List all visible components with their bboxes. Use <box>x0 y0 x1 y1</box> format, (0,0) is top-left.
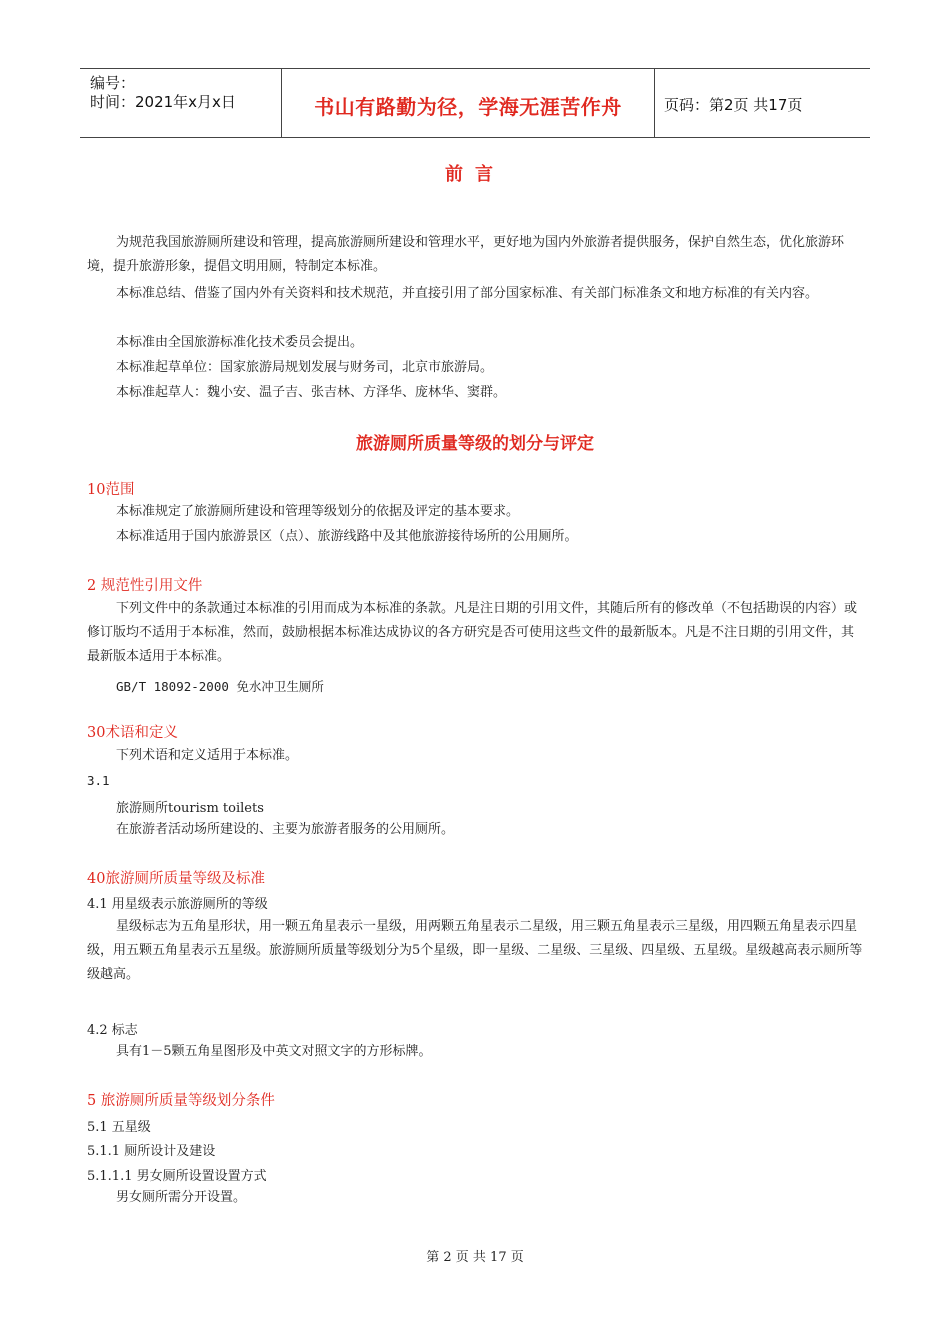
header-page-info: 页码：第2页 共17页 <box>664 96 803 114</box>
section-2-heading: 2 规范性引用文件 <box>87 578 203 594</box>
section-2-paragraph-1: 下列文件中的条款通过本标准的引用而成为本标准的条款。凡是注日期的引用文件，其随后所有的修改单（不包括勘误的内容）或修订版均不适用于本标准，然而，鼓励根据本标准达成协议的各方研究是否可使用这些文件的最新版本。凡是不注日期的引用文件，其最新版本适用于本标准。 <box>87 601 858 664</box>
section-4-heading: 40旅游厕所质量等级及标准 <box>87 871 265 887</box>
section-1-paragraph-2: 本标准适用于国内旅游景区（点）、旅游线路中及其他旅游接待场所的公用厕所。 <box>116 529 578 544</box>
page-footer: 第 2 页 共 17 页 <box>426 1250 524 1265</box>
section-4-1-heading: 4.1 用星级表示旅游厕所的等级 <box>87 897 268 912</box>
section-1-paragraph-1: 本标准规定了旅游厕所建设和管理等级划分的依据及评定的基本要求。 <box>116 504 520 519</box>
section-2-reference: GB/T 18092-2000 免水冲卫生厕所 <box>116 679 324 694</box>
header-meta-cell <box>80 69 281 137</box>
section-4-2-paragraph: 具有1－5颗五角星图形及中英文对照文字的方形标牌。 <box>116 1044 432 1059</box>
preface-paragraph-1: 为规范我国旅游厕所建设和管理，提高旅游厕所建设和管理水平，更好地为国内外旅游者提供服务，保护自然生态，优化旅游环境，提升旅游形象，提倡文明用厕，特制定本标准。 <box>87 235 845 274</box>
section-3-heading: 30术语和定义 <box>87 725 178 741</box>
section-3-paragraph-1: 下列术语和定义适用于本标准。 <box>116 748 299 763</box>
section-3-1-number: 3.1 <box>87 773 110 788</box>
document-time-label: 时间：2021年x月x日 <box>90 93 236 111</box>
section-3-1-definition: 在旅游者活动场所建设的、主要为旅游者服务的公用厕所。 <box>116 822 455 837</box>
header-motto: 书山有路勤为径，学海无涯苦作舟 <box>314 95 622 119</box>
document-header <box>80 68 870 138</box>
main-title: 旅游厕所质量等级的划分与评定 <box>356 434 594 454</box>
preface-title: 前言 <box>445 164 505 185</box>
section-5-1-1-1-heading: 5.1.1.1 男女厕所设置设置方式 <box>87 1169 267 1184</box>
header-page-cell <box>654 69 870 137</box>
section-5-1-heading: 5.1 五星级 <box>87 1120 151 1135</box>
section-1-heading: 10范围 <box>87 482 135 498</box>
section-5-1-1-heading: 5.1.1 厕所设计及建设 <box>87 1144 216 1159</box>
preface-paragraph-3: 本标准由全国旅游标准化技术委员会提出。 <box>116 335 364 350</box>
preface-paragraph-4: 本标准起草单位：国家旅游局规划发展与财务司，北京市旅游局。 <box>116 360 494 375</box>
header-motto-cell <box>281 69 655 137</box>
section-4-2-heading: 4.2 标志 <box>87 1023 138 1038</box>
preface-paragraph-5: 本标准起草人：魏小安、温子吉、张吉林、方泽华、庞林华、窦群。 <box>116 385 507 400</box>
section-5-1-1-1-paragraph: 男女厕所需分开设置。 <box>116 1190 247 1205</box>
preface-paragraph-2: 本标准总结、借鉴了国内外有关资料和技术规范，并直接引用了部分国家标准、有关部门标准条文和地方标准的有关内容。 <box>116 286 819 301</box>
document-number-label: 编号： <box>90 74 136 92</box>
section-3-1-term: 旅游厕所tourism toilets <box>116 801 264 816</box>
section-4-1-paragraph: 星级标志为五角星形状，用一颗五角星表示一星级，用两颗五角星表示二星级，用三颗五角星表示三星级，用四颗五角星表示四星级，用五颗五角星表示五星级。旅游厕所质量等级划分为5个星级，即一星级、二星级、三星级、四星级、五星级。星级越高表示厕所等级越高。 <box>87 919 863 982</box>
section-5-heading: 5 旅游厕所质量等级划分条件 <box>87 1093 275 1109</box>
